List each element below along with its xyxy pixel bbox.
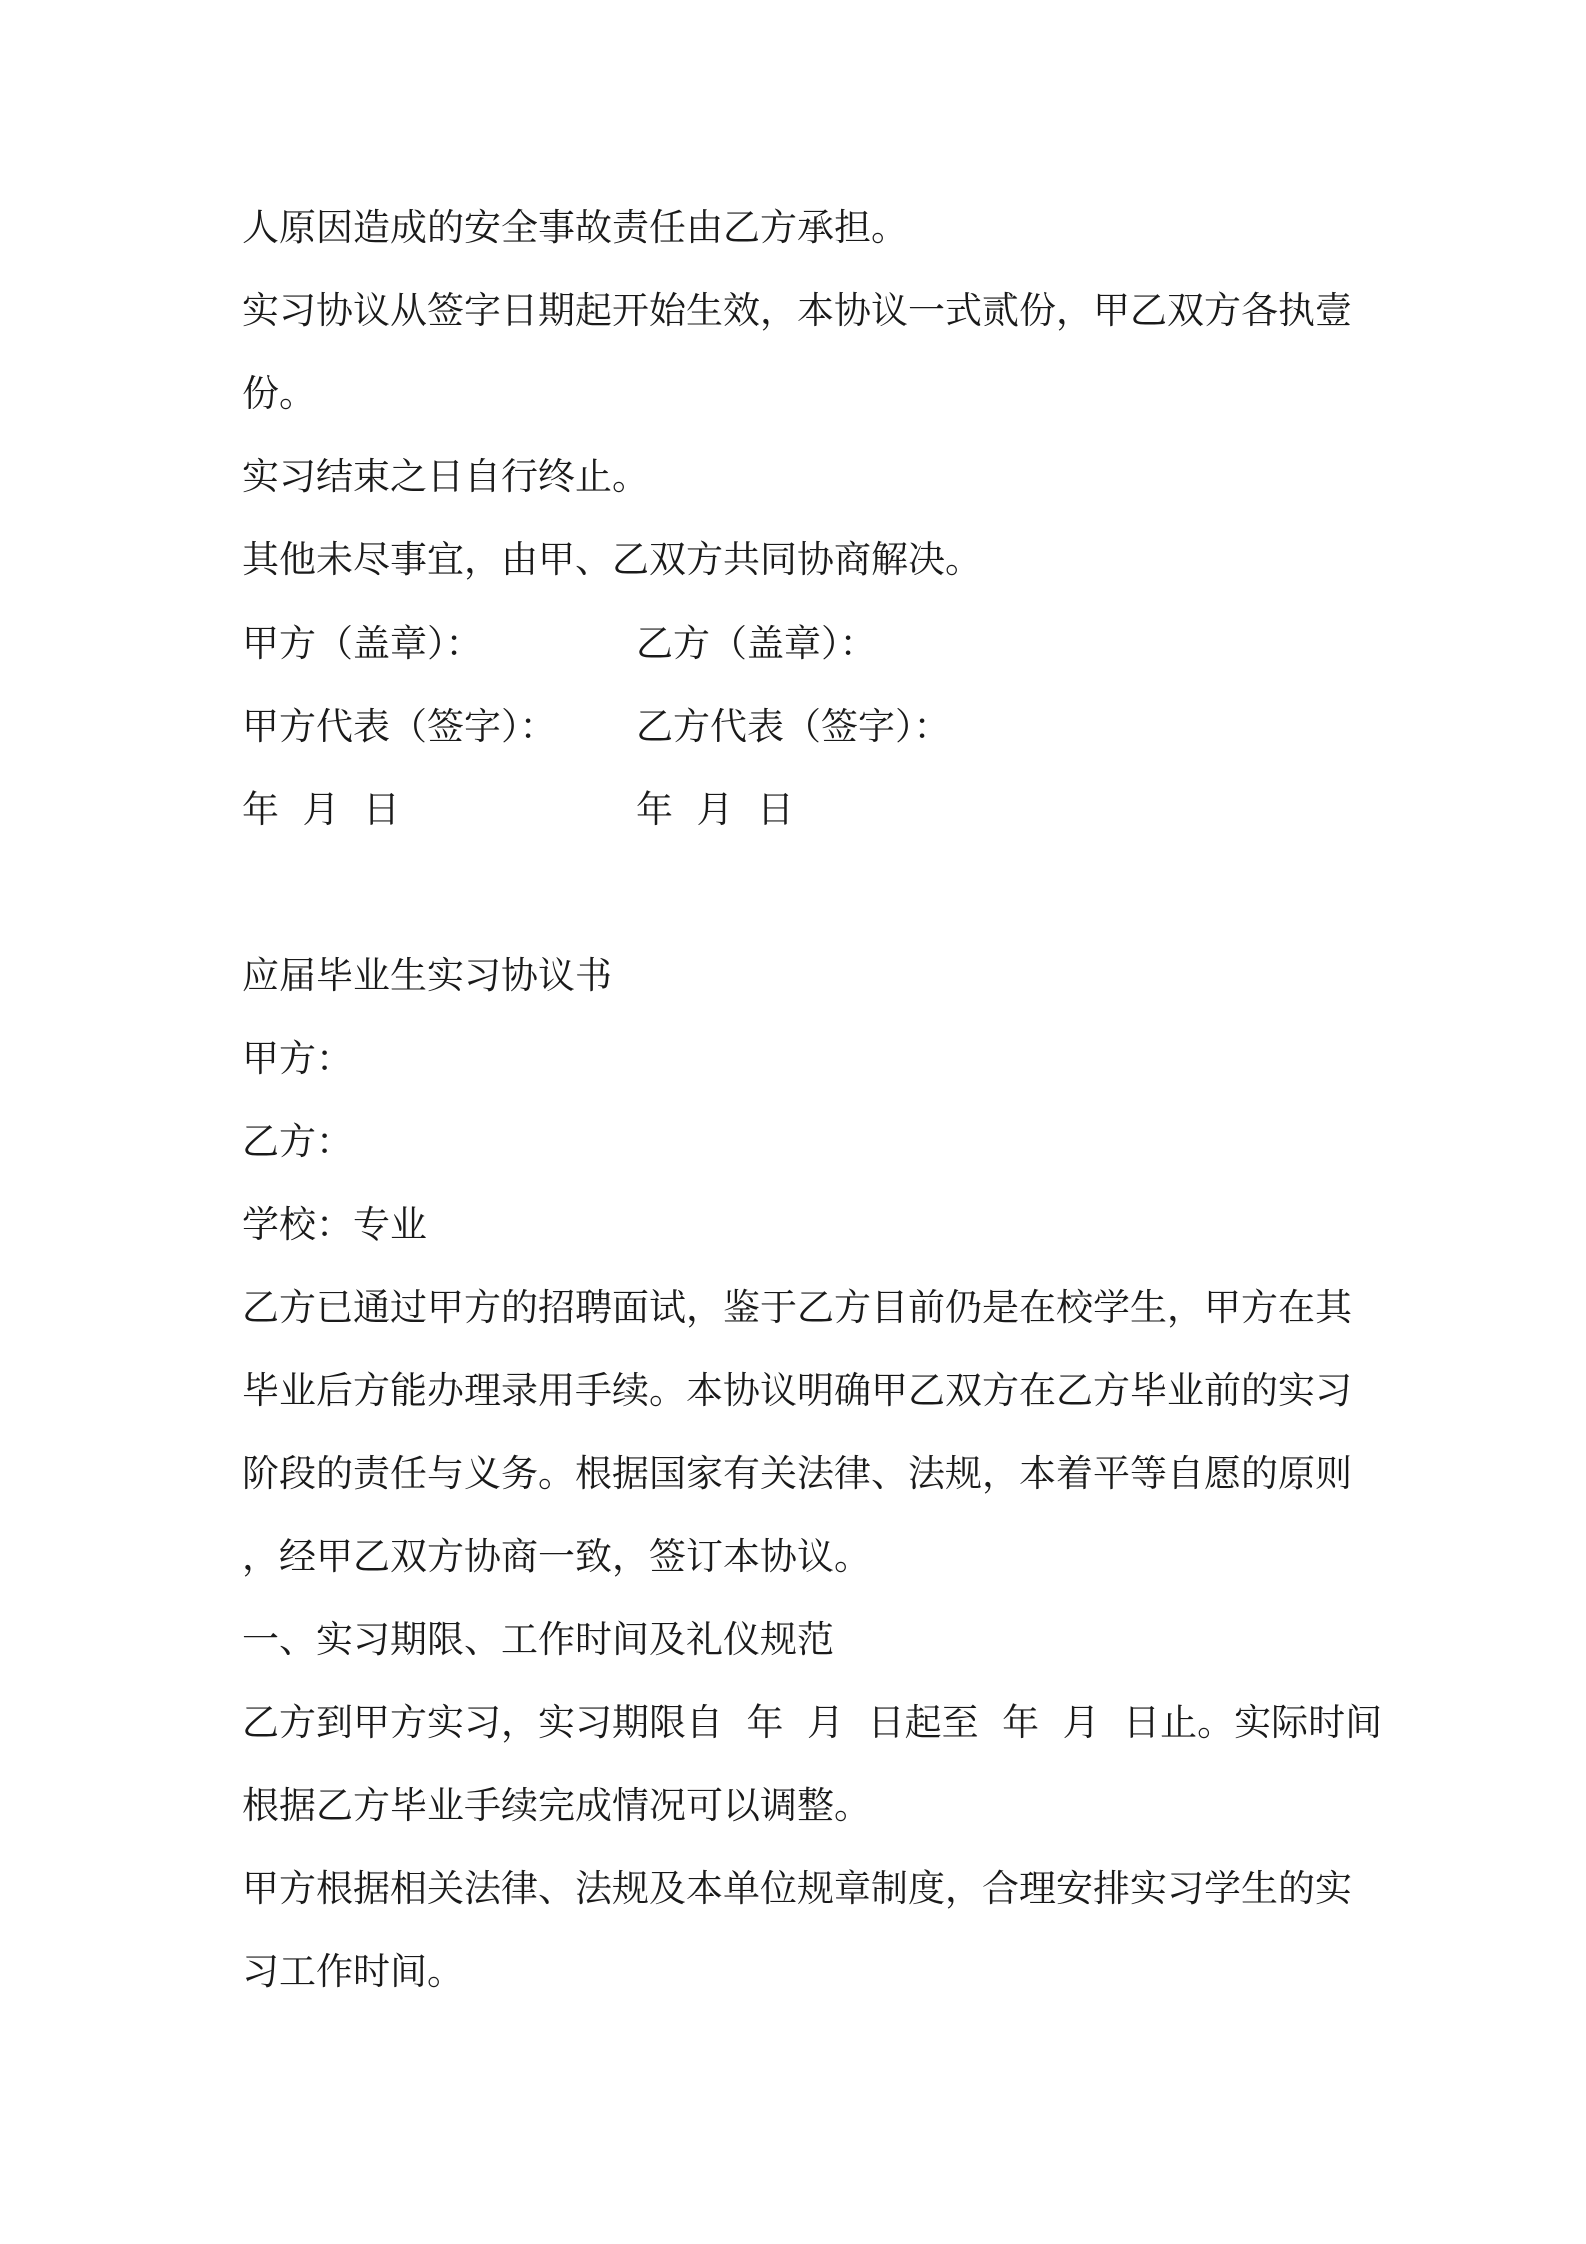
intro-line-1: 乙方已通过甲方的招聘面试，鉴于乙方目前仍是在校学生，甲方在其 [242,1286,1352,1329]
term-line-1: 乙方到甲方实习，实习期限自 年 月 日起至 年 月 日止。实际时间 [242,1701,1383,1744]
paragraph-safety-responsibility: 人原因造成的安全事故责任由乙方承担。 [242,206,908,249]
party-a-seal-label: 甲方（盖章）： [242,622,483,665]
paragraph-effective-line1: 实习协议从签字日期起开始生效，本协议一式贰份，甲乙双方各执壹 [242,289,1352,332]
party-a-date: 年 月 日 [242,788,401,831]
intro-line-4: ，经甲乙双方协商一致，签订本协议。 [242,1535,871,1578]
section-heading-1: 一、实习期限、工作时间及礼仪规范 [242,1618,834,1661]
intro-line-3: 阶段的责任与义务。根据国家有关法律、法规，本着平等自愿的原则 [242,1452,1352,1495]
hours-line-2: 习工作时间。 [242,1950,464,1993]
paragraph-termination: 实习结束之日自行终止。 [242,455,649,498]
party-b-rep-label: 乙方代表（签字）： [636,705,951,748]
paragraph-other-matters: 其他未尽事宜，由甲、乙双方共同协商解决。 [242,538,982,581]
term-line-2: 根据乙方毕业手续完成情况可以调整。 [242,1784,871,1827]
party-a-rep-label: 甲方代表（签字）： [242,705,557,748]
party-b-field: 乙方： [242,1120,353,1163]
agreement-title: 应届毕业生实习协议书 [242,954,612,997]
school-major-field: 学校：专业 [242,1203,427,1246]
hours-line-1: 甲方根据相关法律、法规及本单位规章制度，合理安排实习学生的实 [242,1867,1352,1910]
party-b-date: 年 月 日 [636,788,795,831]
intro-line-2: 毕业后方能办理录用手续。本协议明确甲乙双方在乙方毕业前的实习 [242,1369,1352,1412]
party-b-seal-label: 乙方（盖章）： [636,622,877,665]
party-a-field: 甲方： [242,1037,353,1080]
paragraph-effective-line2: 份。 [242,372,316,415]
